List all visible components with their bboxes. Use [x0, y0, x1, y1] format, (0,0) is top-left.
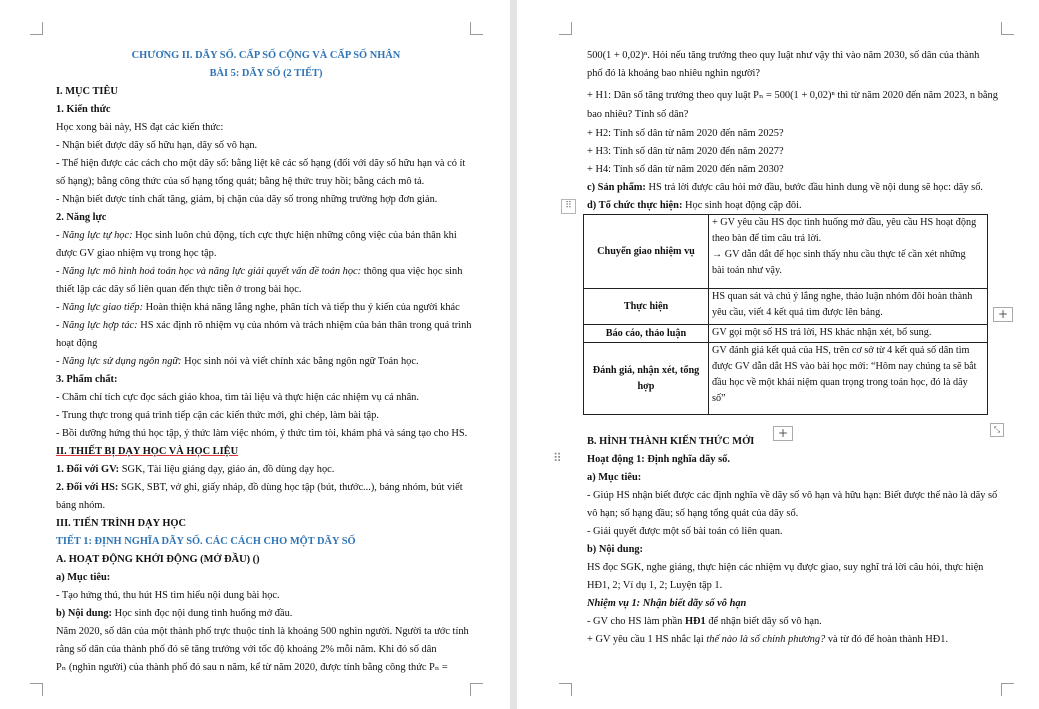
text-line: bao nhiêu? Tính số dân? [587, 109, 689, 120]
table-cell: HS quan sát và chú ý lắng nghe, thảo luận nhóm đôi hoàn thành yêu cầu, viết 4 kết quả tìm được lên bảng. [709, 289, 988, 325]
margin-corner-mark [1001, 22, 1014, 35]
text-line: thiết lập các dãy số liên quan đến thực tiễn ở trong bài học. [56, 284, 302, 295]
text-line: HS đọc SGK, nghe giảng, thực hiện các nhiệm vụ được giao, suy nghĩ trả lời câu hỏi, thực hiện [587, 562, 984, 573]
text-line: - Năng lực sử dụng ngôn ngữ: Học sinh nói và viết chính xác bằng ngôn ngữ Toán học. [56, 356, 419, 367]
text-line: hoạt động [56, 338, 98, 349]
drag-dots-icon[interactable]: ⠿ [553, 451, 563, 465]
margin-corner-mark [1001, 683, 1014, 696]
text-line: d) Tổ chức thực hiện: Học sinh hoạt động cặp đôi. [587, 200, 802, 211]
text-line: - Năng lực mô hình hoá toán học và năng lực giải quyết vấn đề toán học: thông qua việc học sinh [56, 266, 463, 277]
text-line: - Giúp HS nhận biết được các định nghĩa về dãy số vô hạn và hữu hạn: Biết được thế nào là dãy số [587, 490, 998, 501]
text-line: vô hạn; số hạng đầu; số hạng tổng quát của dãy số. [587, 508, 799, 519]
text-line: b) Nội dung: Học sinh đọc nội dung tình huống mở đầu. [56, 608, 293, 619]
margin-corner-mark [30, 683, 43, 696]
task-heading: Nhiệm vụ 1: Nhận biết dãy số vô hạn [587, 598, 747, 609]
margin-corner-mark [30, 22, 43, 35]
text-line: số hạng); bằng công thức của số hạng tổng quát; bằng hệ thức truy hồi; bằng cách mô tả. [56, 176, 425, 187]
table-header-cell: Đánh giá, nhận xét, tổng hợp [584, 343, 709, 415]
text-line: Năm 2020, số dân của một thành phố trực thuộc tỉnh là khoảng 500 nghìn người. Người ta ước tính [56, 626, 469, 637]
table-cell: GV gọi một số HS trả lời, HS khác nhận xét, bổ sung. [709, 325, 988, 343]
heading-objectives: I. MỤC TIÊU [56, 86, 118, 97]
heading-equipment: II. THIẾT BỊ DẠY HỌC VÀ HỌC LIỆU [56, 446, 239, 457]
text-line: - Nhận biết được dãy số hữu hạn, dãy số vô hạn. [56, 140, 258, 151]
text-line: 2. Đối với HS: SGK, SBT, vở ghi, giấy nháp, đồ dùng học tập (bút, thước...), bảng nhóm, bút viết [56, 482, 463, 493]
text-line: - Nhận biết được tính chất tăng, giảm, bị chặn của dãy số trong những trường hợp đơn giản. [56, 194, 438, 205]
document-page-right [517, 0, 1039, 709]
text-line: rằng số dân của thành phố đó sẽ tăng trưởng với tốc độ khoảng 2% mỗi năm. Khi đó số dân [56, 644, 437, 655]
table-cell: + GV yêu cầu HS đọc tình huống mở đầu, yêu cầu HS hoạt động theo bàn để tìm câu trả lời. → GV dẫn dắt để học sinh thấy nhu cầu thực tế cần xét những bài toán như vậy. [709, 215, 988, 289]
text-line: a) Mục tiêu: [587, 472, 642, 483]
chapter-title: CHƯƠNG II. DÃY SỐ. CẤP SỐ CỘNG VÀ CẤP SỐ NHÂN [131, 50, 401, 61]
text-line: - Thể hiện được các cách cho một dãy số: bằng liệt kê các số hạng (đối với dãy số hữu hạn và có ít [56, 158, 466, 169]
text-line: + H3: Tính số dân từ năm 2020 đến năm 2027? [587, 146, 784, 157]
text-line: - Bồi dưỡng hứng thú học tập, ý thức làm việc nhóm, ý thức tìm tòi, khám phá và sáng tạo cho HS. [56, 428, 468, 439]
text-line: 1. Đối với GV: SGK, Tài liệu giảng dạy, giáo án, đồ dùng dạy học. [56, 464, 335, 475]
margin-corner-mark [559, 683, 572, 696]
text-line: - Tạo hứng thú, thu hút HS tìm hiểu nội dung bài học. [56, 590, 280, 601]
text-line: + H2: Tính số dân từ năm 2020 đến năm 2025? [587, 128, 784, 139]
margin-corner-mark [470, 22, 483, 35]
text-line: - GV cho HS làm phần HĐ1 để nhận biết dãy số vô hạn. [587, 616, 822, 627]
text-line: a) Mục tiêu: [56, 572, 111, 583]
text-line: b) Nội dung: [587, 544, 644, 555]
text-line: - Giải quyết được một số bài toán có liên quan. [587, 526, 783, 537]
move-handle-icon[interactable]: ⠿ [561, 199, 576, 214]
text-line: - Chăm chỉ tích cực đọc sách giáo khoa, tìm tài liệu và thực hiện các nhiệm vụ cá nhân. [56, 392, 419, 403]
text-line: - Năng lực hợp tác: HS xác định rõ nhiệm vụ của nhóm và trách nhiệm của bản thân trong quá trình [56, 320, 472, 331]
heading-warmup: A. HOẠT ĐỘNG KHỞI ĐỘNG (MỞ ĐẦU) () [56, 554, 260, 565]
heading-qualities: 3. Phẩm chất: [56, 374, 118, 385]
text-line: Học xong bài này, HS đạt các kiến thức: [56, 122, 224, 133]
table-cell: GV đánh giá kết quả của HS, trên cơ sở từ 4 kết quả số dân tìm được GV dẫn dắt HS vào bài học mới: “Hôm nay chúng ta sẽ bắt đầu học về một khái niệm quan trọng trong toán học, đó là dãy số” [709, 343, 988, 415]
text-line: + H4: Tính số dân từ năm 2020 đến năm 2030? [587, 164, 784, 175]
text-line: Pₙ (nghìn người) của thành phố đó sau n năm, kể từ năm 2020, được tính bằng công thức Pₙ = [56, 662, 448, 673]
text-line: - Trung thực trong quá trình tiếp cận các kiến thức mới, ghi chép, làm bài tập. [56, 410, 379, 421]
text-line: - Năng lực tự học: Học sinh luôn chủ động, tích cực thực hiện những công việc của bản thân khi [56, 230, 457, 241]
add-row-button[interactable]: + [773, 426, 793, 441]
table-header-cell: Chuyển giao nhiệm vụ [584, 215, 709, 289]
text-line: phố đó là khoảng bao nhiêu nghìn người? [587, 68, 761, 79]
text-line: - Năng lực giao tiếp: Hoàn thiện khả năng lắng nghe, phân tích và tiếp thu ý kiến của người khác [56, 302, 460, 313]
heading-activity-1: Hoạt động 1: Định nghĩa dãy số. [587, 454, 730, 465]
lesson-title: BÀI 5: DÃY SỐ (2 TIẾT) [209, 68, 323, 79]
heading-competency: 2. Năng lực [56, 212, 107, 223]
text-line: HĐ1, 2; Ví dụ 1, 2; Luyện tập 1. [587, 580, 723, 591]
add-column-button[interactable]: + [993, 307, 1013, 322]
text-line: bảng nhóm. [56, 500, 106, 511]
activity-table [583, 214, 988, 415]
heading-period-1: TIẾT 1: ĐỊNH NGHĨA DÃY SỐ. CÁC CÁCH CHO MỘT DÃY SỐ [56, 536, 356, 547]
table-header-cell: Báo cáo, thảo luận [584, 325, 709, 343]
text-line: 500(1 + 0,02)ⁿ. Hỏi nếu tăng trưởng theo quy luật như vậy thì vào năm 2030, số dân của thành [587, 50, 980, 61]
heading-process: III. TIẾN TRÌNH DẠY HỌC [56, 518, 187, 529]
margin-corner-mark [559, 22, 572, 35]
margin-corner-mark [470, 683, 483, 696]
table-header-cell: Thực hiện [584, 289, 709, 325]
document-page-left [0, 0, 510, 709]
text-line: được GV giao nhiệm vụ trong học tập. [56, 248, 217, 259]
text-line: + GV yêu cầu 1 HS nhắc lại thế nào là số chính phương? và từ đó để hoàn thành HĐ1. [587, 634, 949, 645]
table-resize-icon[interactable]: ⤡ [990, 423, 1004, 437]
heading-knowledge: 1. Kiến thức [56, 104, 111, 115]
text-line: + H1: Dân số tăng trưởng theo quy luật Pₙ = 500(1 + 0,02)ⁿ thì từ năm 2020 đến năm 2023, n bằng [587, 90, 998, 101]
heading-new-knowledge: B. HÌNH THÀNH KIẾN THỨC MỚI [587, 436, 755, 447]
text-line: c) Sản phẩm: HS trả lời được câu hỏi mở đầu, bước đầu hình dung về nội dung sẽ học: dãy số. [587, 182, 984, 193]
